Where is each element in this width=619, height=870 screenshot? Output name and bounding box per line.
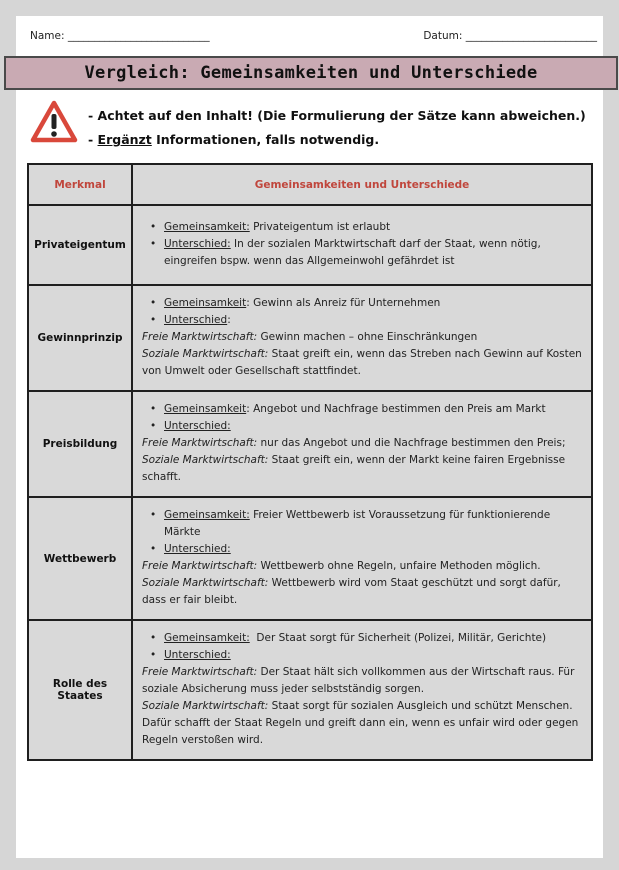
row-feature-line1: Rolle des: [52, 678, 108, 690]
row-feature: Preisbildung: [28, 391, 132, 497]
warning-triangle-icon: [30, 100, 78, 144]
row-feature: Wettbewerb: [28, 497, 132, 620]
social-market-text: [142, 452, 583, 486]
page-title: Vergleich: Gemeinsamkeiten und Unterschiede: [4, 56, 618, 90]
instruction-2-rest: Informationen, falls notwendig.: [151, 132, 380, 147]
instruction-2-prefix: -: [88, 132, 98, 147]
row-feature: Gewinnprinzip: [28, 285, 132, 391]
free-market-text: [142, 558, 583, 575]
diff-label: Unterschied:: [164, 419, 231, 432]
table-row: [28, 391, 592, 497]
table-row: [28, 205, 592, 285]
free-label: Freie Marktwirtschaft:: [142, 665, 258, 678]
free-text: Wettbewerb ohne Regeln, unfaire Methoden möglich.: [257, 559, 541, 572]
table-row: [28, 620, 592, 760]
common-text: : Gewinn als Anreiz für Unternehmen: [246, 296, 441, 309]
diff-text: In der sozialen Marktwirtschaft darf der Staat, wenn nötig, eingreifen bspw. wenn das Allgemeinwohl gefährdet ist: [164, 237, 541, 267]
common-bullet: [142, 630, 583, 647]
instructions: [88, 104, 586, 152]
row-feature: Privateigentum: [28, 205, 132, 285]
comparison-table: [27, 163, 593, 761]
diff-label: Unterschied:: [164, 542, 231, 555]
diff-label: Unterschied: [164, 313, 228, 326]
free-text: nur das Angebot und die Nachfrage bestimmen den Preis;: [257, 436, 566, 449]
diff-bullet: [142, 418, 583, 435]
free-label: Freie Marktwirtschaft:: [142, 436, 258, 449]
name-field-label: Name: ___________________________: [30, 30, 210, 42]
social-label: Soziale Marktwirtschaft:: [142, 453, 269, 466]
common-label: Gemeinsamkeit:: [164, 220, 250, 233]
common-text: Freier Wettbewerb ist Voraussetzung für funktionierende Märkte: [164, 508, 551, 538]
diff-bullet: [142, 312, 583, 329]
row-description: [132, 205, 592, 285]
date-field-label: Datum: _________________________: [423, 30, 597, 42]
free-label: Freie Marktwirtschaft:: [142, 559, 258, 572]
instruction-1: - Achtet auf den Inhalt! (Die Formulierung der Sätze kann abweichen.): [88, 108, 586, 123]
diff-text: :: [227, 313, 231, 326]
header-feature: Merkmal: [28, 164, 132, 205]
row-description: [132, 285, 592, 391]
diff-label: Unterschied:: [164, 237, 231, 250]
free-label: Freie Marktwirtschaft:: [142, 330, 258, 343]
row-description: [132, 391, 592, 497]
free-text: Der Staat hält sich vollkommen aus der Wirtschaft raus. Für soziale Absicherung muss jeder selbstständig sorgen.: [142, 665, 575, 695]
instruction-2: [88, 128, 586, 152]
common-label: Gemeinsamkeit:: [164, 508, 250, 521]
social-market-text: [142, 346, 583, 380]
common-label: Gemeinsamkeit: [164, 296, 247, 309]
social-text: Staat greift ein, wenn der Markt keine fairen Ergebnisse schafft.: [142, 453, 566, 483]
diff-bullet: [142, 647, 583, 664]
row-description: [132, 497, 592, 620]
common-bullet: [142, 507, 583, 541]
social-text: Wettbewerb wird vom Staat geschützt und sorgt dafür, dass er fair bleibt.: [142, 576, 561, 606]
social-label: Soziale Marktwirtschaft:: [142, 576, 269, 589]
social-text: Staat greift ein, wenn das Streben nach Gewinn auf Kosten von Umwelt oder Gesellschaft stattfindet.: [142, 347, 582, 377]
common-text: Privateigentum ist erlaubt: [249, 220, 391, 233]
row-feature: [28, 620, 132, 760]
diff-bullet: [142, 236, 583, 270]
social-label: Soziale Marktwirtschaft:: [142, 347, 269, 360]
social-text: Staat sorgt für sozialen Ausgleich und schützt Menschen. Dafür schafft der Staat Regeln und greift dann ein, wenn es unfair wird oder gegen Regeln verstoßen wird.: [142, 699, 579, 746]
free-text: Gewinn machen – ohne Einschränkungen: [257, 330, 478, 343]
free-market-text: [142, 329, 583, 346]
table-row: [28, 285, 592, 391]
table-header-row: [28, 164, 592, 205]
common-text: : Angebot und Nachfrage bestimmen den Preis am Markt: [246, 402, 546, 415]
social-label: Soziale Marktwirtschaft:: [142, 699, 269, 712]
common-bullet: [142, 219, 583, 236]
common-label: Gemeinsamkeit:: [164, 631, 250, 644]
header-comparison: Gemeinsamkeiten und Unterschiede: [132, 164, 592, 205]
social-market-text: [142, 698, 583, 749]
social-market-text: [142, 575, 583, 609]
row-feature-line2: Staates: [57, 690, 103, 702]
common-label: Gemeinsamkeit: [164, 402, 247, 415]
free-market-text: [142, 664, 583, 698]
worksheet-page: [16, 16, 603, 858]
common-text: Der Staat sorgt für Sicherheit (Polizei, Militär, Gerichte): [249, 631, 547, 644]
common-bullet: [142, 295, 583, 312]
table-row: [28, 497, 592, 620]
row-description: [132, 620, 592, 760]
free-market-text: [142, 435, 583, 452]
diff-label: Unterschied:: [164, 648, 231, 661]
diff-bullet: [142, 541, 583, 558]
common-bullet: [142, 401, 583, 418]
instruction-2-underlined: Ergänzt: [97, 132, 152, 147]
